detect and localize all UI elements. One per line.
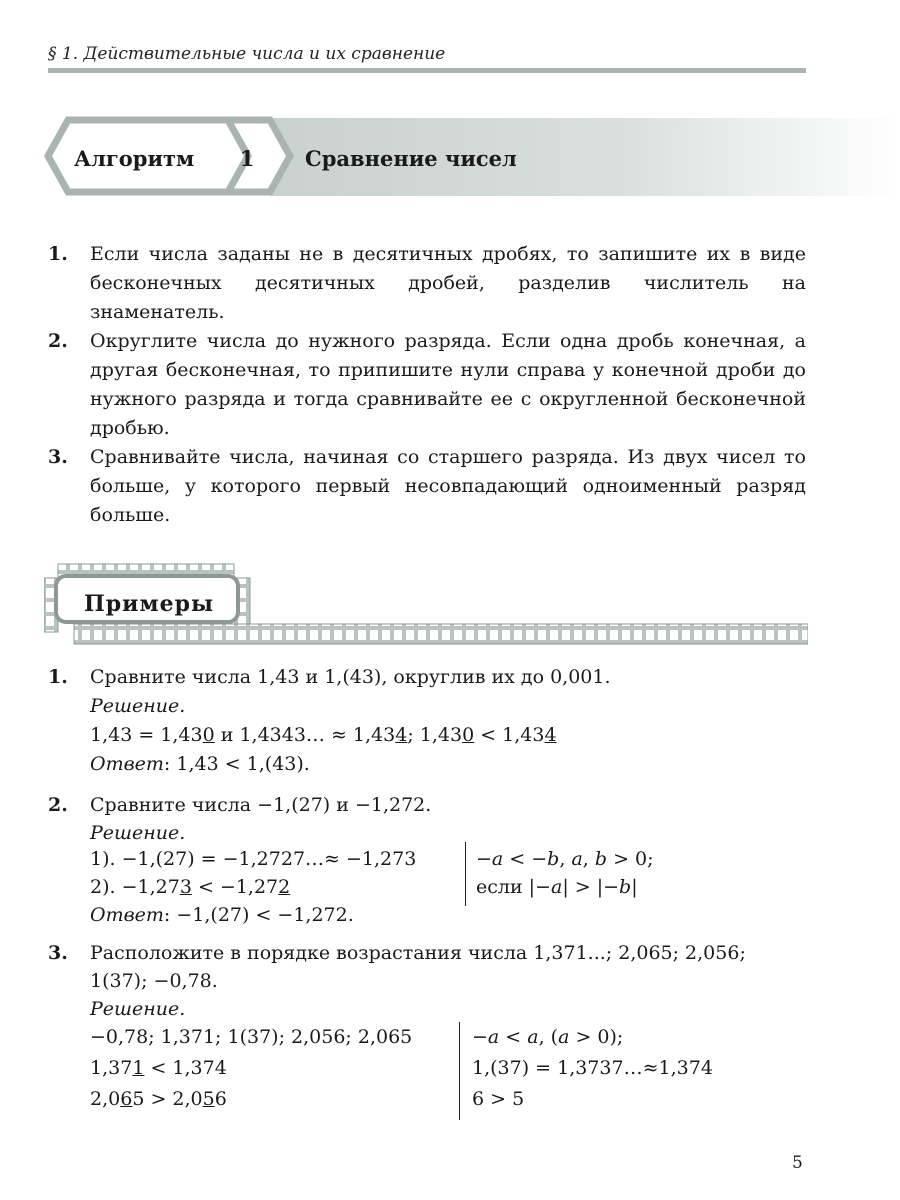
underlined-digit: 2: [278, 876, 291, 898]
solution-label: Решение.: [90, 998, 186, 1020]
rule-line-2: 1,(37) = 1,3737…≈1,374: [472, 1057, 713, 1079]
rule-part: −: [476, 848, 492, 870]
rule-var: a: [558, 1026, 570, 1048]
work-part: 2,0: [90, 1088, 121, 1110]
algorithm-steps: [48, 240, 806, 530]
example-2: [48, 794, 808, 934]
rule-part: если |−: [476, 876, 551, 898]
rule-part: | > |−: [562, 876, 620, 898]
work-part: 2). −1,27: [90, 876, 180, 898]
rule-var: b: [619, 876, 632, 898]
underlined-digit: 3: [179, 876, 192, 898]
example-task: Сравните числа 1,43 и 1,(43), округлив их до 0,001.: [90, 666, 611, 688]
work-part: < 1,43: [474, 724, 545, 746]
examples-label: Примеры: [84, 591, 215, 617]
step-number: 3.: [48, 446, 68, 468]
example-task: Сравните числа −1,(27) и −1,272.: [90, 794, 432, 816]
page-number: 5: [792, 1153, 803, 1173]
answer-label: Ответ: [90, 904, 164, 926]
solution-label: Решение.: [90, 822, 186, 844]
rule-line-2: [476, 876, 638, 898]
underlined-digit: 0: [202, 724, 215, 746]
answer-text: : −1,(27) < −1,272.: [163, 904, 354, 926]
example-task-continued: 1(37); −0,78.: [90, 970, 218, 992]
work-part: 1,37: [90, 1057, 133, 1079]
answer-text: : 1,43 < 1,(43).: [163, 753, 310, 775]
header-rule: [48, 68, 806, 73]
underlined-digit: 4: [544, 724, 557, 746]
algorithm-number: 1: [239, 146, 255, 171]
rule-divider: [459, 1022, 460, 1120]
work-part: < −1,27: [191, 876, 279, 898]
rule-part: < −: [503, 848, 548, 870]
algorithm-title: Сравнение чисел: [305, 146, 517, 171]
example-1: [48, 666, 808, 782]
step-number: 1.: [48, 243, 68, 265]
work-part: и 1,4343… ≈ 1,43: [214, 724, 396, 746]
step-2: [48, 327, 806, 443]
work-part: < 1,374: [144, 1057, 227, 1079]
answer-label: Ответ: [90, 753, 164, 775]
example-number: 3.: [48, 942, 68, 964]
work-part: 5 > 2,0: [132, 1088, 203, 1110]
solution-compare-1: [90, 1057, 227, 1079]
step-text: Если числа заданы не в десятичных дробях, то запишите их в виде бесконечных десятичных дробей, разделив числитель на знаменатель.: [90, 243, 806, 323]
example-number: 1.: [48, 666, 68, 688]
rule-part: , (: [538, 1026, 559, 1048]
rule-line-3: 6 > 5: [472, 1088, 525, 1110]
rule-part: ,: [582, 848, 595, 870]
solution-step-1: 1). −1,(27) = −1,2727…≈ −1,273: [90, 848, 417, 870]
rule-var: b: [547, 848, 560, 870]
step-3: [48, 443, 806, 530]
rule-divider: [465, 842, 466, 906]
example-task: Расположите в порядке возрастания числа 1,371...; 2,065; 2,056;: [90, 942, 746, 964]
rule-part: <: [499, 1026, 528, 1048]
rule-part: > 0);: [569, 1026, 624, 1048]
answer: [90, 753, 310, 775]
work-part: 1,43 = 1,43: [90, 724, 203, 746]
step-text: Округлите числа до нужного разряда. Если одна дробь конечная, а другая бесконечная, то припишите нули справа у конечной дроби до нужного разряда и тогда сравнивайте ее с округленной бесконечной дробью.: [90, 330, 806, 439]
solution-step-2: [90, 876, 290, 898]
rule-var: a: [491, 848, 504, 870]
rule-line-1: [476, 848, 654, 870]
rule-part: > 0;: [607, 848, 654, 870]
rule-part: −: [472, 1026, 488, 1048]
example-3: [48, 942, 808, 1122]
solution-compare-2: [90, 1088, 227, 1110]
solution-work: [90, 724, 557, 746]
underlined-digit: 0: [462, 724, 475, 746]
section-header: § 1. Действительные числа и их сравнение: [48, 44, 446, 64]
rule-part: |: [631, 876, 638, 898]
step-1: [48, 240, 806, 327]
step-text: Сравнивайте числа, начиная со старшего разряда. Из двух чисел то больше, у которого первый несовпадающий одноименный разряд больше.: [90, 446, 806, 526]
answer: [90, 904, 354, 926]
solution-label: Решение.: [90, 695, 186, 717]
work-part: 6: [214, 1088, 227, 1110]
step-number: 2.: [48, 330, 68, 352]
rule-part: ,: [559, 848, 572, 870]
rule-var: a: [550, 876, 563, 898]
solution-order: −0,78; 1,371; 1(37); 2,056; 2,065: [90, 1026, 413, 1048]
underlined-digit: 1: [132, 1057, 145, 1079]
work-part: ; 1,43: [407, 724, 463, 746]
rule-var: a: [487, 1026, 500, 1048]
example-number: 2.: [48, 794, 68, 816]
rule-var: b: [594, 848, 608, 870]
rule-var: a: [571, 848, 583, 870]
rule-line-1: [472, 1026, 623, 1048]
underlined-digit: 5: [202, 1088, 215, 1110]
algorithm-label: Алгоритм: [74, 146, 195, 171]
underlined-digit: 4: [395, 724, 408, 746]
underlined-digit: 6: [120, 1088, 133, 1110]
rule-var: a: [527, 1026, 539, 1048]
